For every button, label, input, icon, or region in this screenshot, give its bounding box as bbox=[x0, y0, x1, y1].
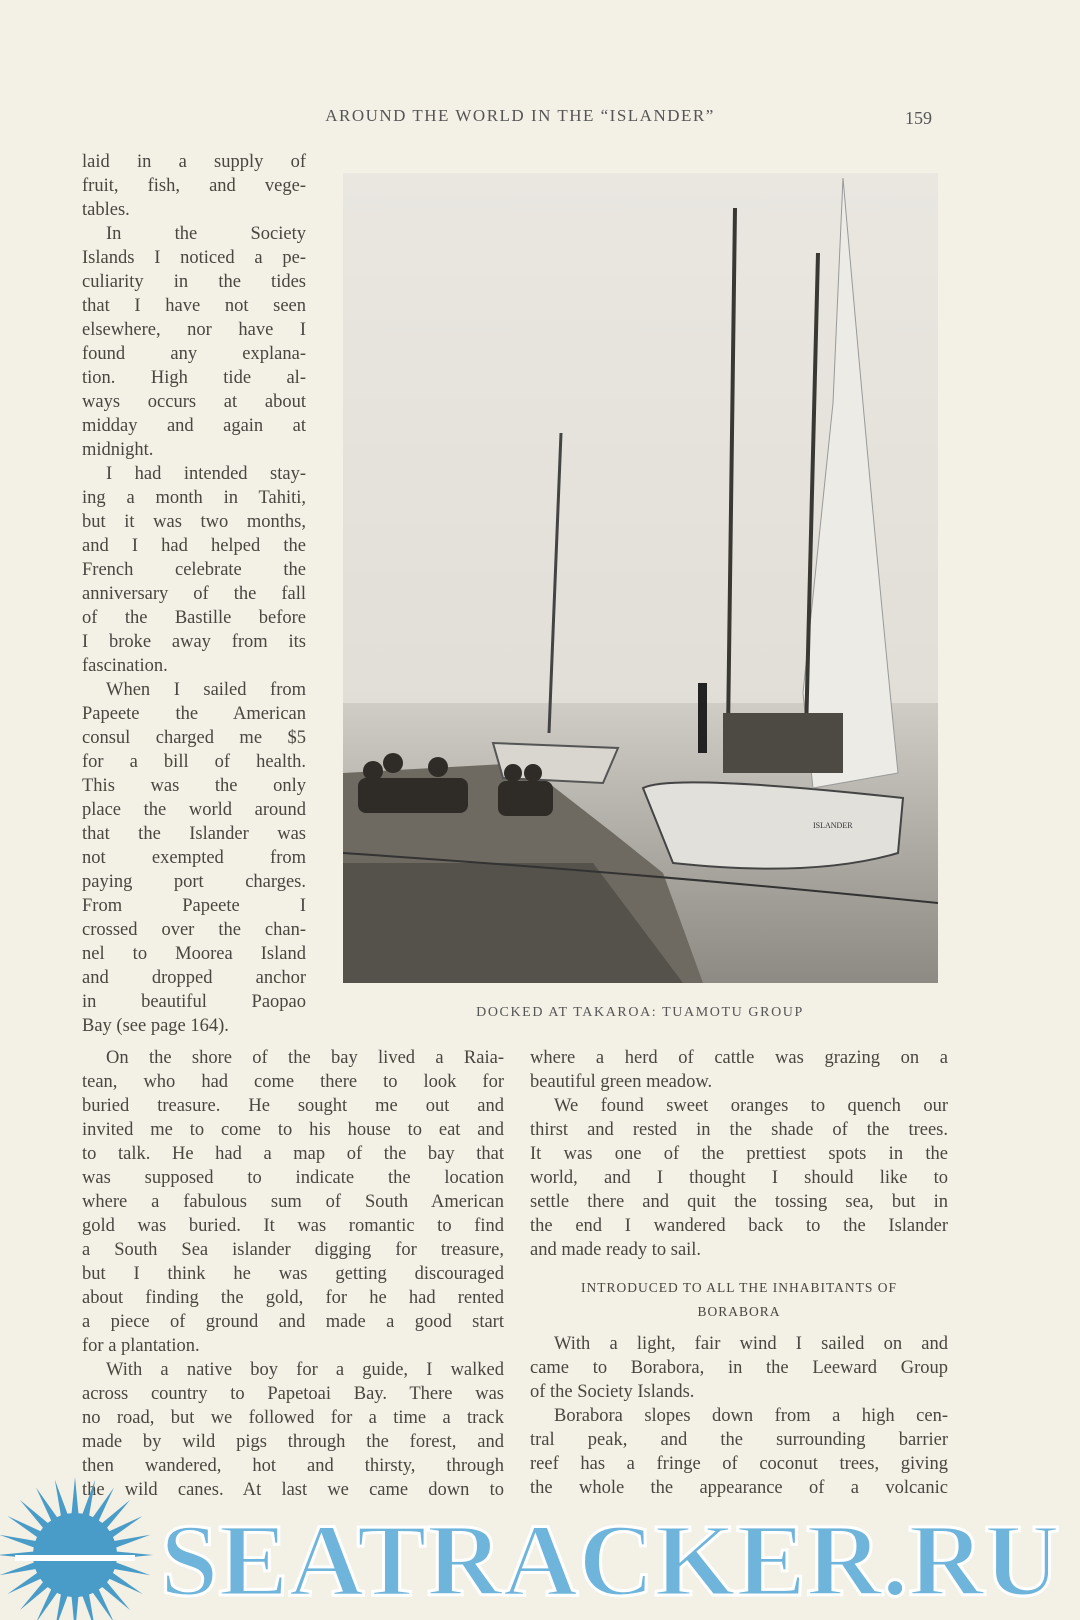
text-line: where a herd of cattle was grazing on a bbox=[530, 1048, 948, 1068]
text-line: for a bill of health. bbox=[82, 752, 306, 772]
text-line: culiarity in the tides bbox=[82, 272, 306, 292]
text-line: settle there and quit the tossing sea, but in bbox=[530, 1192, 948, 1212]
bottom-left-column bbox=[82, 1046, 504, 1502]
text-line: of the Bastille before bbox=[82, 608, 306, 628]
text-line: tean, who had come there to look for bbox=[82, 1072, 504, 1092]
text-line: the wild canes. At last we came down to bbox=[82, 1480, 504, 1500]
text-line: Islands I noticed a pe- bbox=[82, 248, 306, 268]
text-line: the end I wandered back to the Islander bbox=[530, 1216, 948, 1236]
text-line: came to Borabora, in the Leeward Group bbox=[530, 1358, 948, 1378]
text-line: that the Islander was bbox=[82, 824, 306, 844]
text-line: consul charged me $5 bbox=[82, 728, 306, 748]
text-line: anniversary of the fall bbox=[82, 584, 306, 604]
text-line: a South Sea islander digging for treasure, bbox=[82, 1240, 504, 1260]
text-line: laid in a supply of bbox=[82, 152, 306, 172]
text-line: gold was buried. It was romantic to find bbox=[82, 1216, 504, 1236]
text-line: ing a month in Tahiti, bbox=[82, 488, 306, 508]
watermark-seatracker bbox=[0, 1470, 1080, 1620]
text-line: then wandered, hot and thirsty, through bbox=[82, 1456, 504, 1476]
page-number: 159 bbox=[905, 108, 932, 128]
text-line: buried treasure. He sought me out and bbox=[82, 1096, 504, 1116]
text-line: but it was two months, bbox=[82, 512, 306, 532]
text-line: From Papeete I bbox=[82, 896, 306, 916]
text-line: French celebrate the bbox=[82, 560, 306, 580]
text-line: for a plantation. bbox=[82, 1336, 200, 1356]
running-title: AROUND THE WORLD IN THE “ISLANDER” bbox=[325, 106, 715, 125]
text-line: Borabora slopes down from a high cen- bbox=[554, 1406, 948, 1426]
text-line: a piece of ground and made a good start bbox=[82, 1312, 504, 1332]
text-line: With a light, fair wind I sailed on and bbox=[554, 1334, 948, 1354]
text-line: fruit, fish, and vege- bbox=[82, 176, 306, 196]
text-line: but I think he was getting discouraged bbox=[82, 1264, 504, 1284]
text-line: across country to Papetoai Bay. There was bbox=[82, 1384, 504, 1404]
text-line: and I had helped the bbox=[82, 536, 306, 556]
text-line: midday and again at bbox=[82, 416, 306, 436]
text-line: the whole the appearance of a volcanic bbox=[530, 1478, 948, 1498]
text-line: fascination. bbox=[82, 656, 168, 676]
text-line: in beautiful Paopao bbox=[82, 992, 306, 1012]
text-line: place the world around bbox=[82, 800, 306, 820]
text-line: Bay (see page 164). bbox=[82, 1016, 229, 1036]
text-line: no road, but we followed for a time a track bbox=[82, 1408, 504, 1428]
text-line: ways occurs at about bbox=[82, 392, 306, 412]
text-line: invited me to come to his house to eat and bbox=[82, 1120, 504, 1140]
text-line: found any explana- bbox=[82, 344, 306, 364]
text-line: beautiful green meadow. bbox=[530, 1072, 713, 1092]
text-line: to talk. He had a map of the bay that bbox=[82, 1144, 504, 1164]
text-line: In the Society bbox=[106, 224, 306, 244]
text-line: I had intended stay- bbox=[106, 464, 306, 484]
section-heading: INTRODUCED TO ALL THE INHABITANTS OF bbox=[580, 1280, 898, 1295]
section-heading-line-2: BORABORA bbox=[697, 1304, 781, 1319]
text-line: It was one of the prettiest spots in the bbox=[530, 1144, 948, 1164]
text-line: elsewhere, nor have I bbox=[82, 320, 306, 340]
watermark-text: SEATRACKER.RU bbox=[160, 1503, 1060, 1618]
text-line: On the shore of the bay lived a Raia- bbox=[106, 1048, 504, 1068]
photo-caption: DOCKED AT TAKAROA: TUAMOTU GROUP bbox=[476, 1005, 804, 1020]
text-line: nel to Moorea Island bbox=[82, 944, 306, 964]
text-line: and dropped anchor bbox=[82, 968, 306, 988]
text-line: paying port charges. bbox=[82, 872, 306, 892]
text-line: of the Society Islands. bbox=[530, 1382, 695, 1402]
left-narrow-column bbox=[82, 150, 306, 1038]
text-line: midnight. bbox=[82, 440, 154, 460]
text-line: When I sailed from bbox=[106, 680, 306, 700]
text-line: This was the only bbox=[82, 776, 306, 796]
sun-logo-icon bbox=[0, 1477, 153, 1620]
text-line: reef has a fringe of coconut trees, giving bbox=[530, 1454, 948, 1474]
text-line: tables. bbox=[82, 200, 130, 220]
bottom-right-column bbox=[530, 1046, 948, 1500]
text-line: tral peak, and the surrounding barrier bbox=[530, 1430, 948, 1450]
text-line: and made ready to sail. bbox=[530, 1240, 702, 1260]
text-line: made by wild pigs through the forest, and bbox=[82, 1432, 504, 1452]
text-line: tion. High tide al- bbox=[82, 368, 306, 388]
text-line: thirst and rested in the shade of the trees. bbox=[530, 1120, 948, 1140]
text-line: world, and I thought I should like to bbox=[530, 1168, 948, 1188]
text-line: that I have not seen bbox=[82, 296, 306, 316]
text-line: where a fabulous sum of South American bbox=[82, 1192, 504, 1212]
text-line: was supposed to indicate the location bbox=[82, 1168, 504, 1188]
photo-docked-boats bbox=[343, 173, 938, 983]
text-line: I broke away from its bbox=[82, 632, 306, 652]
boat-name-label: ISLANDER bbox=[813, 821, 853, 830]
text-line: about finding the gold, for he had rented bbox=[82, 1288, 504, 1308]
text-line: We found sweet oranges to quench our bbox=[554, 1096, 948, 1116]
text-line: not exempted from bbox=[82, 848, 306, 868]
text-line: Papeete the American bbox=[82, 704, 306, 724]
text-line: crossed over the chan- bbox=[82, 920, 306, 940]
text-line: With a native boy for a guide, I walked bbox=[106, 1360, 504, 1380]
